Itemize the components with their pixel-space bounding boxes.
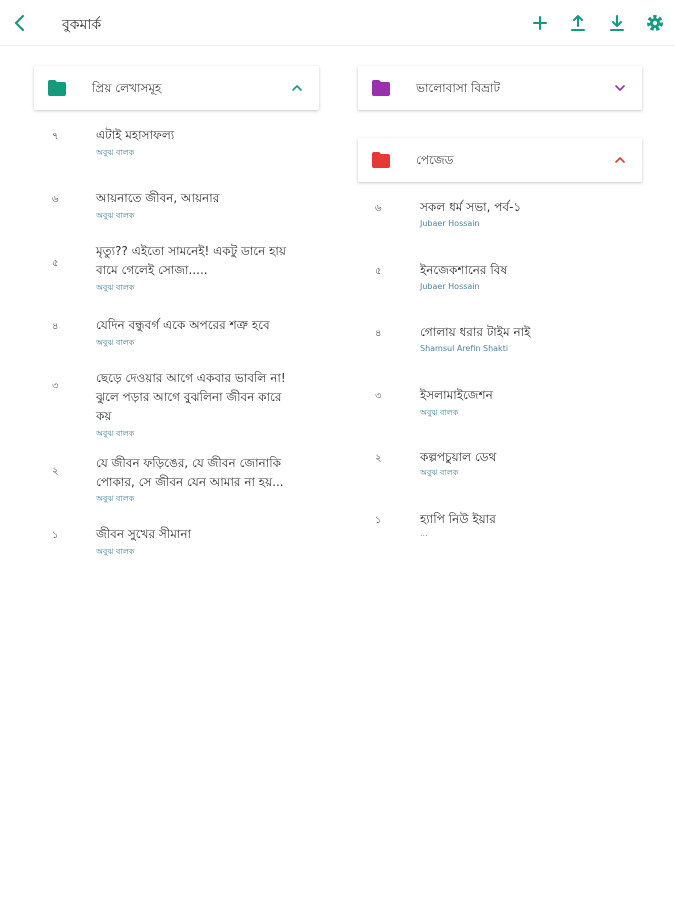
list-item[interactable] — [52, 242, 312, 298]
folder-icon — [372, 80, 390, 96]
item-author: অবুঝ বালক — [420, 468, 459, 477]
item-number: ৪ — [375, 328, 382, 339]
chevron-up-icon[interactable] — [289, 80, 305, 96]
item-title: ইনজেকশানের বিষ — [420, 263, 508, 277]
item-author: অবুঝ বালক — [420, 408, 459, 417]
item-title-line-2: পোকার, সে জীবন যেন আমার না হয়... — [96, 475, 284, 489]
item-number: ৬ — [52, 194, 59, 205]
item-number: ৫ — [52, 258, 59, 269]
back-arrow-icon[interactable] — [8, 11, 32, 35]
item-title: কল্পপচুয়াল ডেথ — [420, 450, 497, 464]
download-icon[interactable] — [605, 11, 629, 35]
item-title: সকল ধর্ম সভা, পর্ব-১ — [420, 200, 522, 214]
add-icon[interactable] — [528, 11, 552, 35]
item-title: গোলায় ধরার টাইম নাই — [420, 325, 531, 339]
item-number: ২ — [52, 466, 59, 477]
page-title: বুকমার্ক — [62, 17, 102, 33]
item-number: ১ — [52, 530, 59, 541]
item-title: এটাই মহাসাফল্য — [96, 128, 175, 142]
item-author: অবুঝ বালক — [96, 547, 135, 556]
folder-icon — [372, 152, 390, 168]
item-number: ৪ — [52, 321, 59, 332]
folder-header-favorites[interactable] — [34, 66, 319, 110]
item-number: ৩ — [375, 391, 382, 402]
list-item[interactable] — [375, 448, 635, 488]
item-title: ইসলামাইজেশন — [420, 388, 493, 402]
item-number: ১ — [375, 515, 382, 526]
item-author: Jubaer Hossain — [420, 282, 480, 291]
item-author: অবুঝ বালক — [96, 283, 135, 292]
item-title: জীবন সুখের সীমানা — [96, 527, 192, 541]
list-item[interactable] — [52, 316, 312, 356]
chevron-down-icon[interactable] — [612, 80, 628, 96]
item-number: ৬ — [375, 203, 382, 214]
folder-name: পেজেড — [416, 153, 454, 167]
item-author: Shamsul Arefin Shakti — [420, 344, 509, 353]
item-author: অবুঝ বালক — [96, 211, 135, 220]
app-bar — [0, 0, 675, 46]
folder-header-pejed[interactable] — [358, 138, 642, 182]
list-item[interactable] — [52, 126, 312, 166]
item-author: অবুঝ বালক — [96, 338, 135, 347]
item-title: আয়নাতে জীবন, আয়নার — [96, 191, 220, 205]
folder-icon — [48, 80, 66, 96]
folder-header-love-confusion[interactable] — [358, 66, 642, 110]
list-item[interactable] — [52, 454, 312, 510]
item-author: ... — [420, 529, 428, 538]
settings-gear-icon[interactable] — [643, 11, 667, 35]
item-number: ৫ — [375, 266, 382, 277]
list-item[interactable] — [375, 510, 635, 550]
item-author: অবুঝ বালক — [96, 429, 135, 438]
item-title-line-2: ঝুলে পড়ার আগে বুঝলিনা জীবন কারে — [96, 390, 282, 404]
folder-name: ভালোবাসা বিভ্রাট — [416, 81, 500, 95]
item-title-line-1: যে জীবন ফড়িঙের, যে জীবন জোনাকি — [96, 456, 282, 470]
item-number: ২ — [375, 453, 382, 464]
item-title-line-3: কয় — [96, 409, 112, 423]
list-item[interactable] — [375, 386, 635, 426]
list-item[interactable] — [52, 369, 312, 441]
item-title-line-1: মৃত্যু?? এইতো সামনেই! একটু ডানে হায় — [96, 244, 286, 258]
item-number: ৩ — [52, 381, 59, 392]
upload-icon[interactable] — [566, 11, 590, 35]
list-item[interactable] — [375, 198, 635, 238]
list-item[interactable] — [52, 189, 312, 229]
item-author: অবুঝ বালক — [96, 494, 135, 503]
item-number: ৭ — [52, 131, 59, 142]
chevron-up-icon[interactable] — [612, 152, 628, 168]
list-item[interactable] — [52, 525, 312, 565]
item-title: হ্যাপি নিউ ইয়ার — [420, 512, 496, 526]
list-item[interactable] — [375, 261, 635, 301]
item-author: অবুঝ বালক — [96, 148, 135, 157]
item-title: যেদিন বন্ধুবর্গ একে অপরের শত্রু হবে — [96, 318, 270, 332]
item-title-line-1: ছেড়ে দেওয়ার আগে একবার ভাবলি না! — [96, 371, 286, 385]
item-author: Jubaer Hossain — [420, 219, 480, 228]
list-item[interactable] — [375, 323, 635, 363]
folder-name: প্রিয় লেখাসমূহ — [92, 81, 162, 95]
item-title-line-2: বামে গেলেই সোজা..... — [96, 263, 208, 277]
